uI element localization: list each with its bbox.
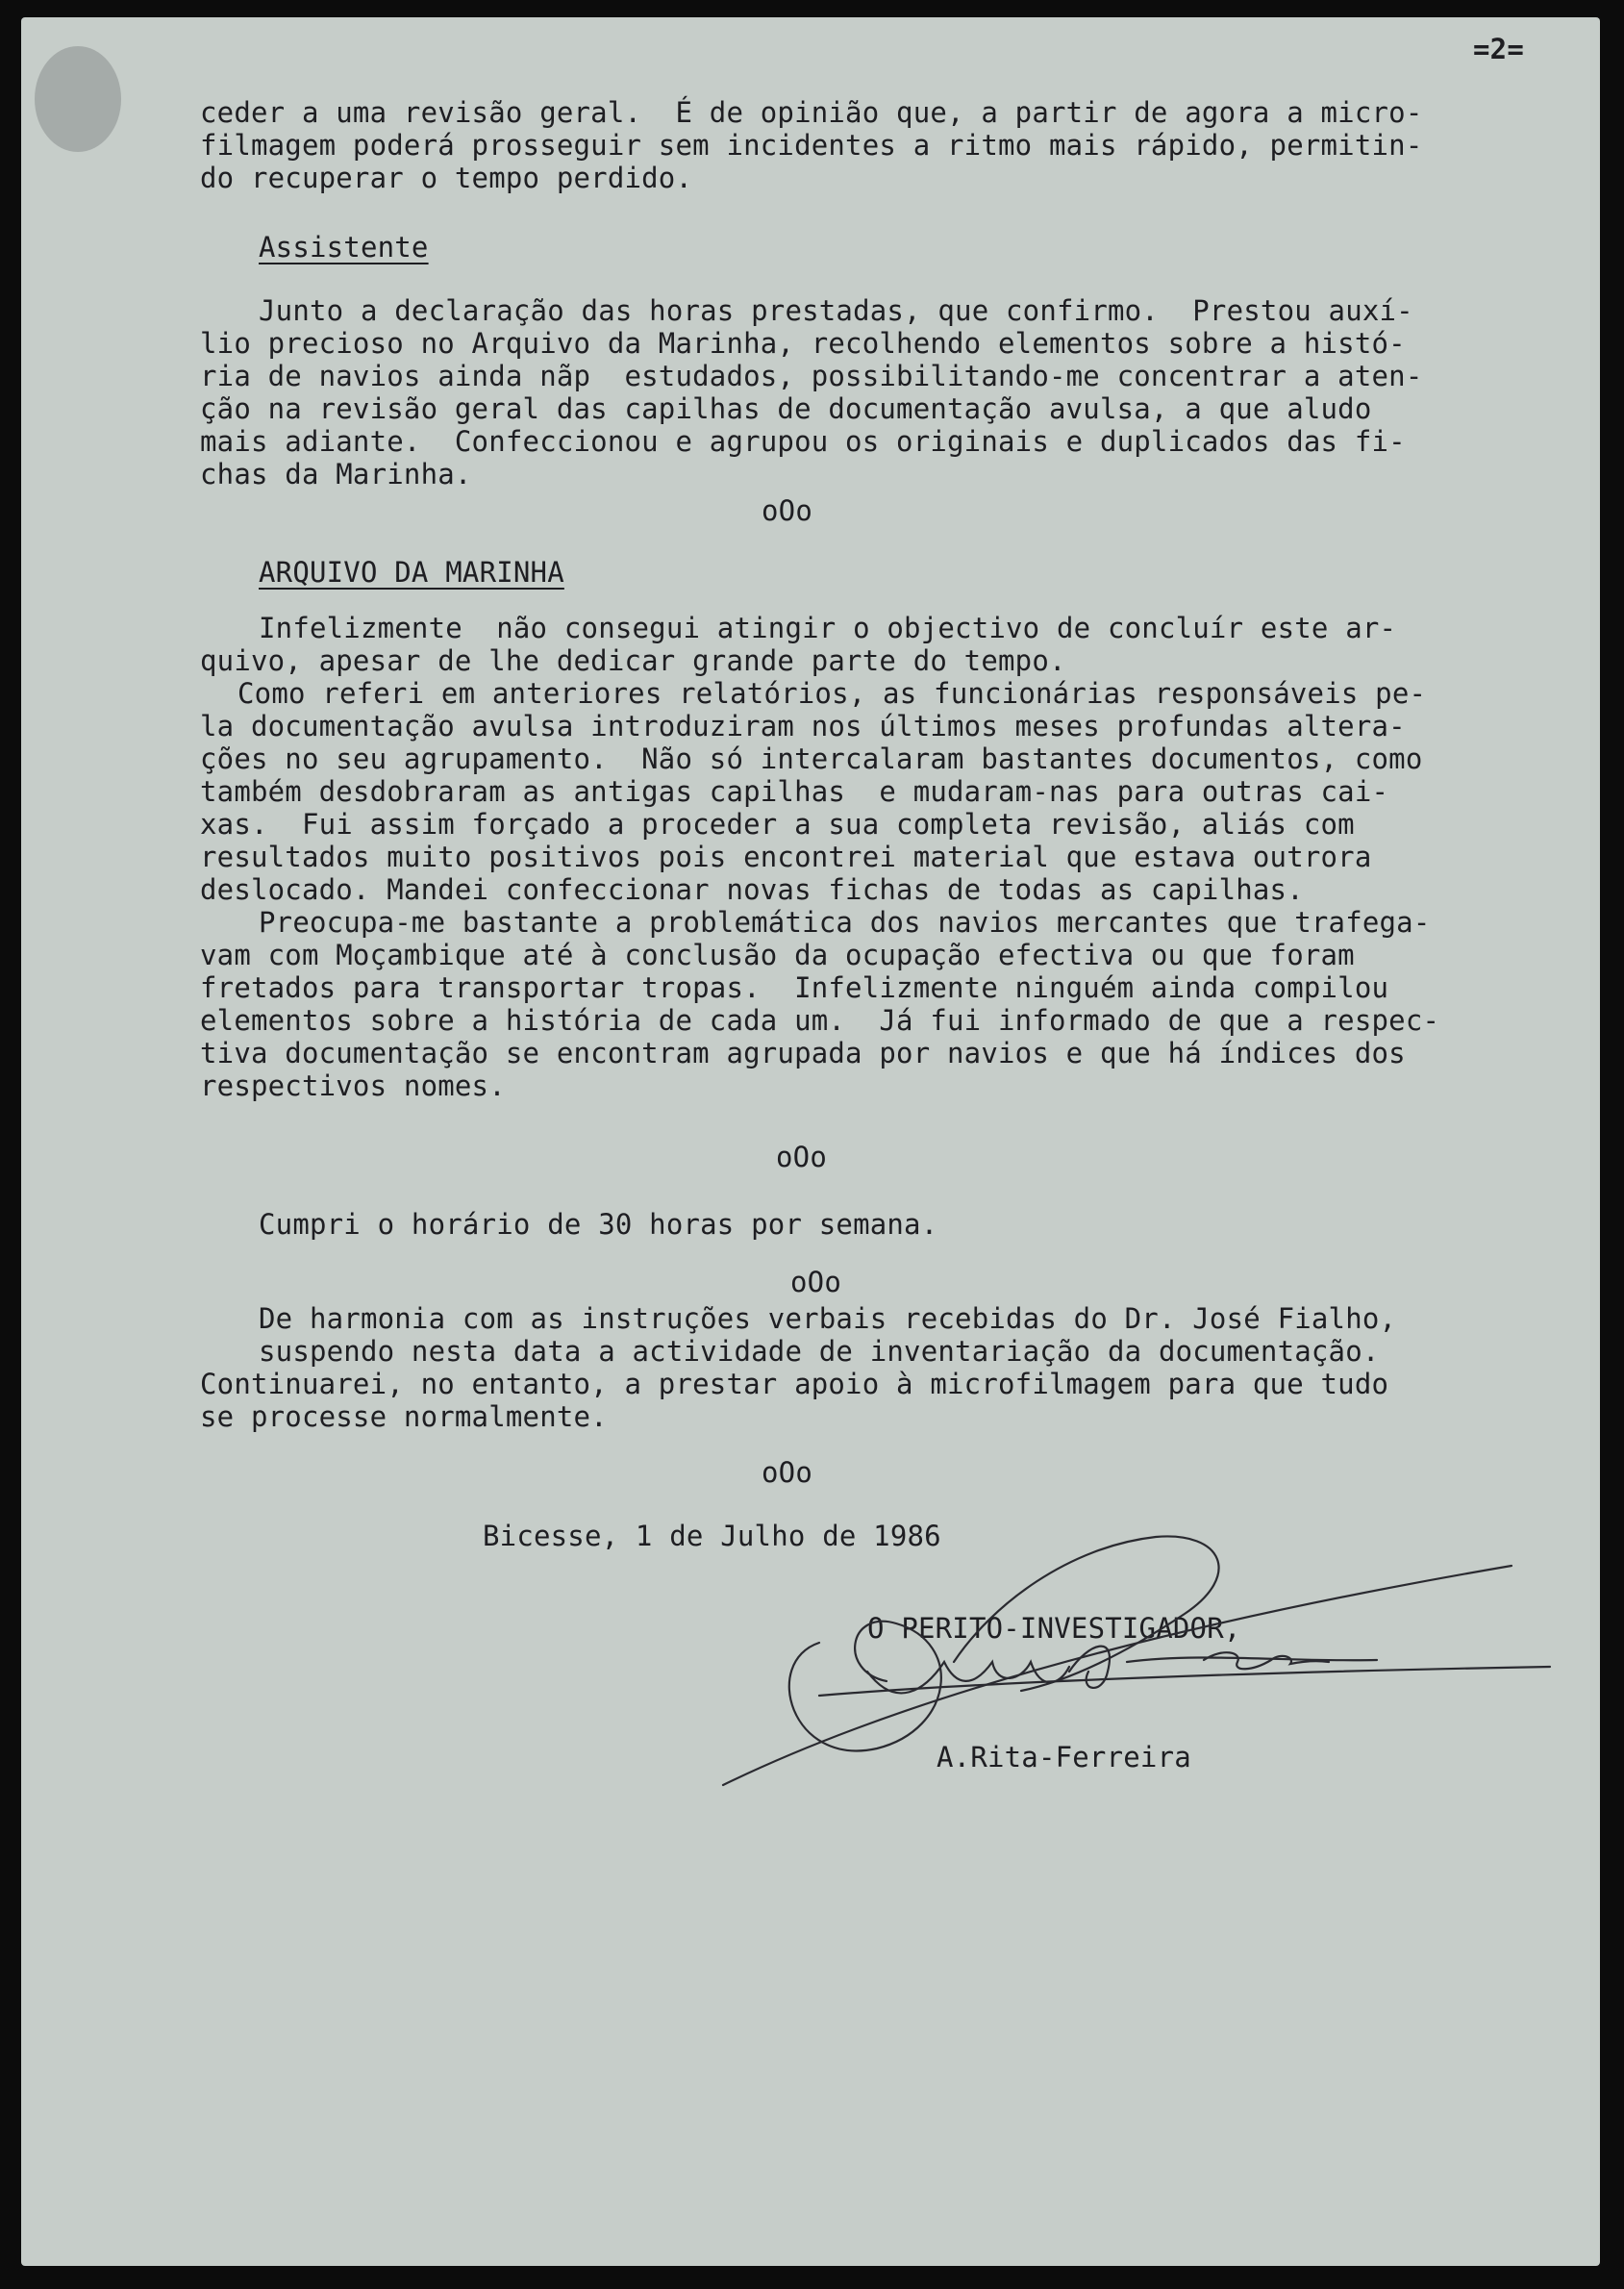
date-line: Bicesse, 1 de Julho de 1986 <box>483 1520 941 1552</box>
document-sheet <box>21 17 1600 2266</box>
arquivo-line: deslocado. Mandei confeccionar novas fichas de todas as capilhas. <box>200 873 1304 906</box>
arquivo-line: Infelizmente não consegui atingir o objectivo de concluír este ar- <box>259 612 1397 644</box>
section-heading-arquivo: ARQUIVO DA MARINHA <box>259 556 564 589</box>
arquivo-line: vam com Moçambique até à conclusão da ocupação efectiva ou que foram <box>200 939 1355 971</box>
typed-page <box>21 17 1600 2266</box>
harmonia-line: suspendo nesta data a actividade de inventariação da documentação. <box>259 1335 1380 1368</box>
harmonia-line: De harmonia com as instruções verbais recebidas do Dr. José Fialho, <box>259 1302 1397 1335</box>
signer-title: O PERITO-INVESTIGADOR, <box>867 1612 1241 1645</box>
arquivo-line: também desdobraram as antigas capilhas e mudaram-nas para outras cai- <box>200 775 1389 808</box>
page-number: =2= <box>1473 33 1524 65</box>
separator: oOo <box>776 1141 827 1173</box>
arquivo-line: quivo, apesar de lhe dedicar grande parte do tempo. <box>200 644 1066 677</box>
para1-line: filmagem poderá prosseguir sem incidentes a ritmo mais rápido, permitin- <box>200 129 1423 162</box>
arquivo-line: xas. Fui assim forçado a proceder a sua completa revisão, aliás com <box>200 808 1355 841</box>
para1-line: ceder a uma revisão geral. É de opinião que, a partir de agora a micro- <box>200 96 1423 129</box>
para1-line: do recuperar o tempo perdido. <box>200 162 693 194</box>
assistente-line: mais adiante. Confeccionou e agrupou os originais e duplicados das fi- <box>200 425 1406 458</box>
arquivo-line: Como referi em anteriores relatórios, as funcionárias responsáveis pe- <box>237 677 1427 710</box>
assistente-line: Junto a declaração das horas prestadas, que confirmo. Prestou auxí- <box>259 294 1413 327</box>
handwritten-signature <box>704 1518 1569 1835</box>
assistente-line: ria de navios ainda nãp estudados, possibilitando-me concentrar a aten- <box>200 360 1423 392</box>
section-heading-assistente: Assistente <box>259 231 429 264</box>
arquivo-line: ções no seu agrupamento. Não só intercalaram bastantes documentos, como <box>200 742 1423 775</box>
separator: oOo <box>790 1266 841 1298</box>
harmonia-line: Continuarei, no entanto, a prestar apoio à microfilmagem para que tudo <box>200 1368 1389 1400</box>
harmonia-line: se processe normalmente. <box>200 1400 608 1433</box>
arquivo-line: la documentação avulsa introduziram nos últimos meses profundas altera- <box>200 710 1406 742</box>
punch-shadow <box>35 46 121 152</box>
arquivo-line: respectivos nomes. <box>200 1069 506 1102</box>
arquivo-line: fretados para transportar tropas. Infelizmente ninguém ainda compilou <box>200 971 1389 1004</box>
arquivo-line: Preocupa-me bastante a problemática dos navios mercantes que trafega- <box>259 906 1431 939</box>
assistente-line: chas da Marinha. <box>200 458 472 490</box>
horario-text: Cumpri o horário de 30 horas por semana. <box>259 1208 938 1241</box>
separator: oOo <box>762 494 812 527</box>
arquivo-line: tiva documentação se encontram agrupada por navios e que há índices dos <box>200 1037 1406 1069</box>
arquivo-line: resultados muito positivos pois encontrei material que estava outrora <box>200 841 1372 873</box>
assistente-line: ção na revisão geral das capilhas de documentação avulsa, a que aludo <box>200 392 1372 425</box>
arquivo-line: elementos sobre a história de cada um. Já fui informado de que a respec- <box>200 1004 1440 1037</box>
signer-name: A.Rita-Ferreira <box>937 1741 1191 1773</box>
assistente-line: lio precioso no Arquivo da Marinha, recolhendo elementos sobre a histó- <box>200 327 1406 360</box>
separator: oOo <box>762 1456 812 1489</box>
